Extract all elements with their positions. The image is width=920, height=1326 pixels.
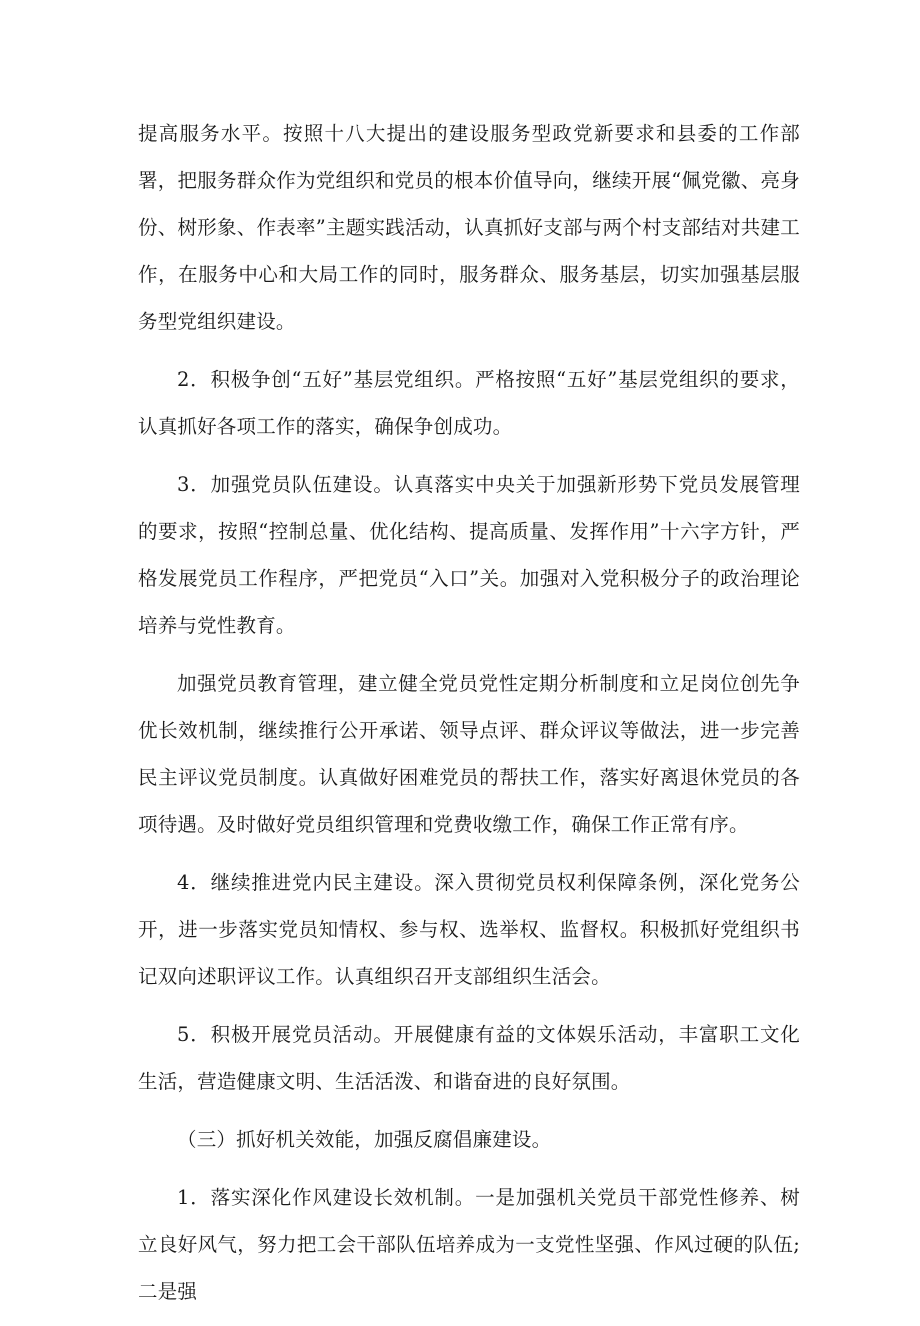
paragraph-item-1: 1．落实深化作风建设长效机制。一是加强机关党员干部党性修养、树立良好风气，努力把工会干部队伍培养成为一支党性坚强、作风过硬的队伍;二是强	[138, 1186, 800, 1303]
paragraph-item-3: 3．加强党员队伍建设。认真落实中央关于加强新形势下党员发展管理的要求，按照“控制总量、优化结构、提高质量、发挥作用”十六字方针，严格发展党员工作程序，严把党员“入口”关。加强对入党积极分子的政治理论培养与党性教育。	[138, 473, 800, 637]
paragraph-party-education: 加强党员教育管理，建立健全党员党性定期分析制度和立足岗位创先争优长效机制，继续推行公开承诺、领导点评、群众评议等做法，进一步完善民主评议党员制度。认真做好困难党员的帮扶工作，落实好离退休党员的各项待遇。及时做好党员组织管理和党费收缴工作，确保工作正常有序。	[138, 672, 800, 836]
paragraph-item-4: 4．继续推进党内民主建设。深入贯彻党员权利保障条例，深化党务公开，进一步落实党员知情权、参与权、选举权、监督权。积极抓好党组织书记双向述职评议工作。认真组织召开支部组织生活会。	[138, 871, 800, 988]
paragraph-item-5: 5．积极开展党员活动。开展健康有益的文体娱乐活动，丰富职工文化生活，营造健康文明、生活活泼、和谐奋进的良好氛围。	[138, 1023, 800, 1093]
paragraph-service-level: 提高服务水平。按照十八大提出的建设服务型政党新要求和县委的工作部署，把服务群众作为党组织和党员的根本价值导向，继续开展“佩党徽、亮身份、树形象、作表率”主题实践活动，认真抓好支部与两个村支部结对共建工作，在服务中心和大局工作的同时，服务群众、服务基层，切实加强基层服务型党组织建设。	[138, 122, 800, 333]
section-heading-3: （三）抓好机关效能，加强反腐倡廉建设。	[177, 1128, 552, 1151]
paragraph-item-2: 2．积极争创“五好”基层党组织。严格按照“五好”基层党组织的要求，认真抓好各项工作的落实，确保争创成功。	[138, 368, 800, 438]
document-body	[138, 110, 800, 1326]
